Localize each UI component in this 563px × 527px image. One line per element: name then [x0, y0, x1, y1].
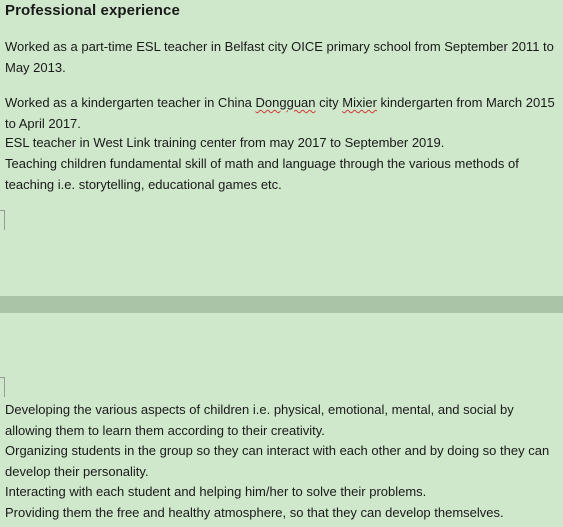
page-break-separator: [0, 296, 563, 313]
experience-paragraph-4: Teaching children fundamental skill of math and language through the various methods of teaching i.e. storytelling, educational games etc.: [5, 156, 519, 192]
experience-paragraph-1: Worked as a part-time ESL teacher in Belfast city OICE primary school from September 2011 to May 2013.: [5, 39, 554, 75]
responsibility-item-1: Developing the various aspects of children i.e. physical, emotional, mental, and social by allowing them to learn them according to their creativity.: [5, 402, 514, 438]
paragraph-text: Worked as a kindergarten teacher in China: [5, 95, 256, 110]
experience-paragraph-3: ESL teacher in West Link training center from may 2017 to September 2019.: [5, 135, 445, 150]
paragraph-text: kindergarten from March 2015 to April 2017.: [5, 95, 555, 131]
document-page-2[interactable]: [0, 313, 563, 527]
responsibility-item-4: Providing them the free and healthy atmosphere, so that they can develop themselves.: [5, 505, 504, 520]
responsibility-item-3: Interacting with each student and helping him/her to solve their problems.: [5, 484, 427, 499]
responsibility-item-2: Organizing students in the group so they can interact with each other and by doing so they can develop their personality.: [5, 443, 550, 479]
section-heading: Professional experience: [5, 2, 180, 19]
paragraph-mark-icon: [4, 377, 5, 397]
experience-paragraph-2: [5, 93, 561, 134]
spellcheck-flag-mixier[interactable]: Mixier: [342, 95, 377, 110]
paragraph-text: city: [315, 95, 343, 110]
spellcheck-flag-dongguan[interactable]: Dongguan: [255, 95, 316, 110]
paragraph-mark-icon: [4, 210, 5, 230]
